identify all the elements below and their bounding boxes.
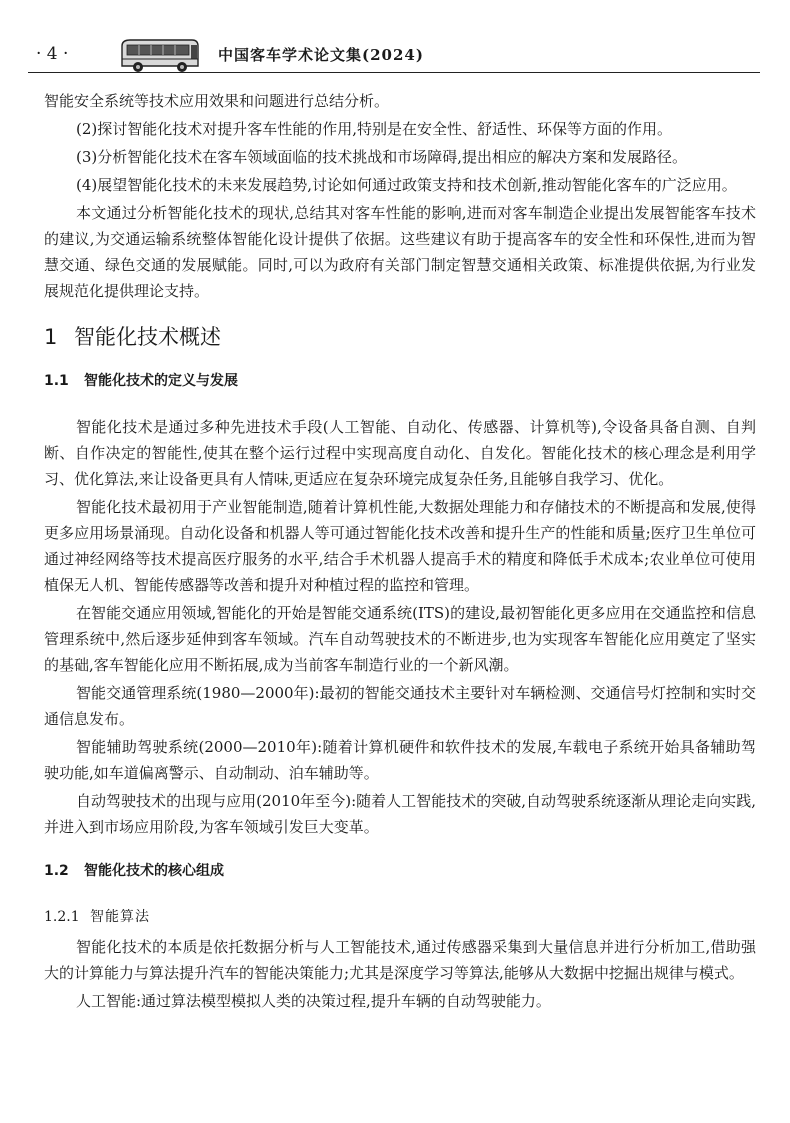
section-title: 智能化技术概述	[74, 325, 221, 349]
paragraph: 在智能交通应用领域,智能化的开始是智能交通系统(ITS)的建设,最初智能化更多应用在交通监控和信息管理系统中,然后逐步延伸到客车领域。汽车自动驾驶技术的不断进步,也为实现客车智能化应用奠定了坚实的基础,客车智能化应用不断拓展,成为当前客车制造行业的一个新风潮。	[44, 604, 756, 674]
subsubsection-heading	[44, 904, 756, 930]
paragraph: 智能交通管理系统(1980—2000年):最初的智能交通技术主要针对车辆检测、交通信号灯控制和实时交通信息发布。	[44, 684, 756, 728]
subsection-heading	[44, 858, 756, 884]
paragraph: 自动驾驶技术的出现与应用(2010年至今):随着人工智能技术的突破,自动驾驶系统逐渐从理论走向实践,并进入到市场应用阶段,为客车领域引发巨大变革。	[44, 792, 756, 836]
paragraph: 智能辅助驾驶系统(2000—2010年):随着计算机硬件和软件技术的发展,车载电子系统开始具备辅助驾驶功能,如车道偏离警示、自动制动、泊车辅助等。	[44, 738, 756, 782]
paragraph: 人工智能:通过算法模型模拟人类的决策过程,提升车辆的自动驾驶能力。	[76, 992, 551, 1010]
header-rule	[28, 72, 760, 73]
journal-title: 中国客车学术论文集(2024)	[218, 46, 424, 64]
paragraph: 本文通过分析智能化技术的现状,总结其对客车性能的影响,进而对客车制造企业提出发展智能客车技术的建议,为交通运输系统整体智能化设计提供了依据。这些建议有助于提高客车的安全性和环保性,进而为智慧交通、绿色交通的发展赋能。同时,可以为政府有关部门制定智慧交通相关政策、标准提供依据,为行业发展规范化提供理论支持。	[44, 204, 756, 300]
paragraph: 智能安全系统等技术应用效果和问题进行总结分析。	[44, 92, 390, 110]
running-header	[28, 34, 758, 74]
section-heading	[44, 324, 756, 350]
subsection-number: 1.2	[44, 863, 69, 879]
paragraph: (3)分析智能化技术在客车领域面临的技术挑战和市场障碍,提出相应的解决方案和发展路径。	[76, 148, 688, 166]
bus-icon	[118, 36, 202, 74]
subsubsection-number: 1.2.1	[44, 909, 80, 925]
subsection-title: 智能化技术的核心组成	[84, 863, 224, 879]
paragraph: 智能化技术最初用于产业智能制造,随着计算机性能,大数据处理能力和存储技术的不断提高和发展,使得更多应用场景涌现。自动化设备和机器人等可通过智能化技术改善和提升生产的性能和质量;医疗卫生单位可通过神经网络等技术提高医疗服务的水平,结合手术机器人提高手术的精度和降低手术成本;农业单位可使用植保无人机、智能传感器等改善和提升对种植过程的监控和管理。	[44, 498, 756, 594]
subsection-title: 智能化技术的定义与发展	[84, 373, 238, 389]
paragraph: (2)探讨智能化技术对提升客车性能的作用,特别是在安全性、舒适性、环保等方面的作用。	[76, 120, 673, 138]
paragraph: 智能化技术是通过多种先进技术手段(人工智能、自动化、传感器、计算机等),令设备具备自测、自判断、自作决定的智能性,使其在整个运行过程中实现高度自动化、自发化。智能化技术的核心理念是利用学习、优化算法,来让设备更具有人情味,更适应在复杂环境完成复杂任务,且能够自我学习、优化。	[44, 418, 756, 488]
subsubsection-title: 智能算法	[90, 909, 150, 925]
paragraph: (4)展望智能化技术的未来发展趋势,讨论如何通过政策支持和技术创新,推动智能化客车的广泛应用。	[76, 176, 737, 194]
subsection-number: 1.1	[44, 373, 69, 389]
section-number: 1	[44, 325, 58, 349]
article-body	[44, 88, 756, 1016]
subsection-heading	[44, 368, 756, 394]
page-number: · 4 ·	[36, 44, 69, 64]
paragraph: 智能化技术的本质是依托数据分析与人工智能技术,通过传感器采集到大量信息并进行分析加工,借助强大的计算能力与算法提升汽车的智能决策能力;尤其是深度学习等算法,能够从大数据中挖掘出规律与模式。	[44, 938, 756, 982]
